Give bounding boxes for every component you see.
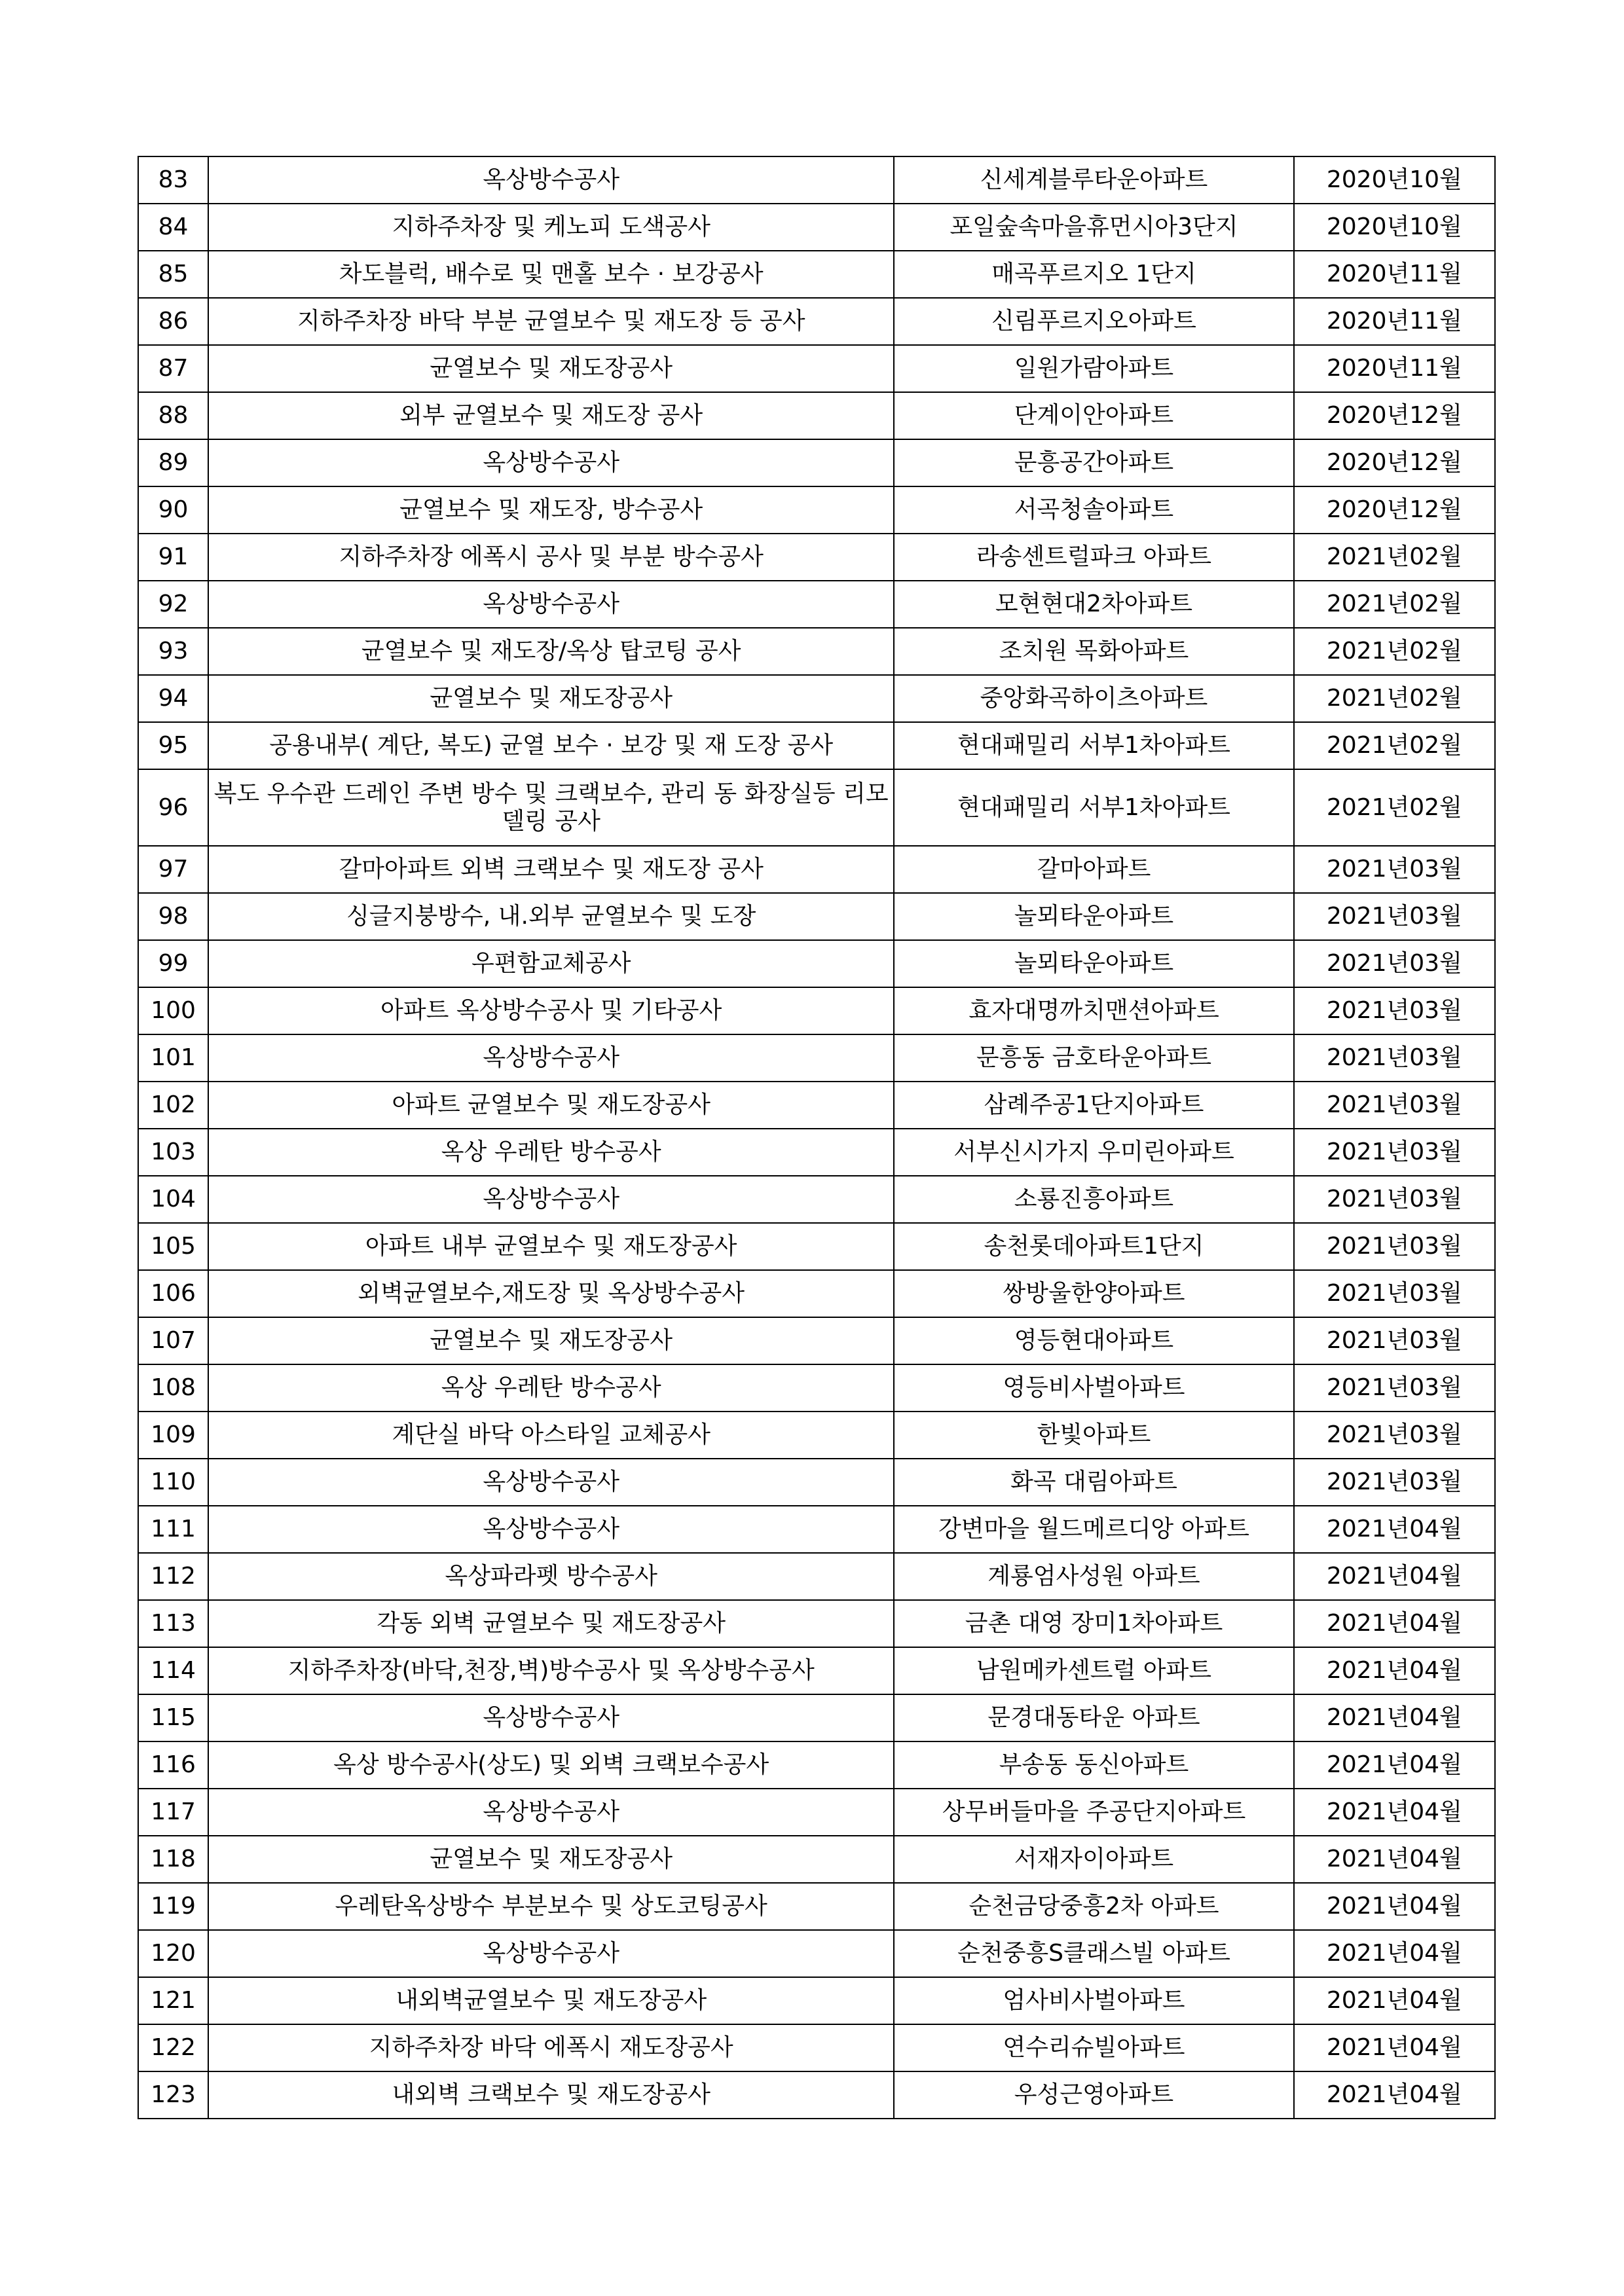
work-description-cell: 복도 우수관 드레인 주변 방수 및 크랙보수, 관리 동 화장실등 리모델링 공사 — [208, 769, 894, 846]
site-name-cell: 금촌 대영 장미1차아파트 — [894, 1600, 1293, 1647]
date-cell: 2021년04월 — [1294, 1506, 1495, 1553]
table-row — [138, 1317, 1495, 1364]
work-description-cell: 옥상방수공사 — [208, 1034, 894, 1082]
row-number-cell: 118 — [138, 1836, 208, 1883]
site-name-cell: 현대패밀리 서부1차아파트 — [894, 769, 1293, 846]
row-number-cell: 97 — [138, 846, 208, 893]
row-number-cell: 95 — [138, 722, 208, 769]
table-row — [138, 1223, 1495, 1270]
work-description-cell: 옥상방수공사 — [208, 1789, 894, 1836]
table-row — [138, 1600, 1495, 1647]
date-cell: 2020년12월 — [1294, 392, 1495, 439]
site-name-cell: 남원메카센트럴 아파트 — [894, 1647, 1293, 1694]
row-number-cell: 121 — [138, 1977, 208, 2024]
table-row — [138, 769, 1495, 846]
row-number-cell: 83 — [138, 156, 208, 204]
site-name-cell: 서부신시가지 우미린아파트 — [894, 1129, 1293, 1176]
date-cell: 2021년02월 — [1294, 628, 1495, 675]
row-number-cell: 91 — [138, 534, 208, 581]
work-description-cell: 옥상 우레탄 방수공사 — [208, 1364, 894, 1412]
row-number-cell: 103 — [138, 1129, 208, 1176]
site-name-cell: 엄사비사벌아파트 — [894, 1977, 1293, 2024]
work-description-cell: 아파트 내부 균열보수 및 재도장공사 — [208, 1223, 894, 1270]
row-number-cell: 100 — [138, 987, 208, 1034]
table-row — [138, 628, 1495, 675]
row-number-cell: 90 — [138, 486, 208, 534]
site-name-cell: 놀뫼타운아파트 — [894, 940, 1293, 987]
site-name-cell: 문흥동 금호타운아파트 — [894, 1034, 1293, 1082]
date-cell: 2021년03월 — [1294, 1364, 1495, 1412]
site-name-cell: 상무버들마을 주공단지아파트 — [894, 1789, 1293, 1836]
table-row — [138, 722, 1495, 769]
work-description-cell: 옥상방수공사 — [208, 439, 894, 486]
site-name-cell: 신세계블루타운아파트 — [894, 156, 1293, 204]
table-row — [138, 1741, 1495, 1789]
table-row — [138, 298, 1495, 345]
work-description-cell: 지하주차장 바닥 에폭시 재도장공사 — [208, 2024, 894, 2071]
row-number-cell: 111 — [138, 1506, 208, 1553]
row-number-cell: 123 — [138, 2071, 208, 2119]
work-description-cell: 균열보수 및 재도장공사 — [208, 1836, 894, 1883]
table-row — [138, 1082, 1495, 1129]
site-name-cell: 영등현대아파트 — [894, 1317, 1293, 1364]
table-row — [138, 156, 1495, 204]
site-name-cell: 강변마을 월드메르디앙 아파트 — [894, 1506, 1293, 1553]
table-row — [138, 439, 1495, 486]
site-name-cell: 매곡푸르지오 1단지 — [894, 251, 1293, 298]
row-number-cell: 94 — [138, 675, 208, 722]
date-cell: 2021년03월 — [1294, 1412, 1495, 1459]
site-name-cell: 조치원 목화아파트 — [894, 628, 1293, 675]
site-name-cell: 모현현대2차아파트 — [894, 581, 1293, 628]
date-cell: 2021년04월 — [1294, 2024, 1495, 2071]
date-cell: 2021년02월 — [1294, 534, 1495, 581]
table-row — [138, 581, 1495, 628]
site-name-cell: 부송동 동신아파트 — [894, 1741, 1293, 1789]
row-number-cell: 89 — [138, 439, 208, 486]
table-row — [138, 1977, 1495, 2024]
date-cell: 2020년11월 — [1294, 251, 1495, 298]
site-name-cell: 신림푸르지오아파트 — [894, 298, 1293, 345]
work-description-cell: 내외벽균열보수 및 재도장공사 — [208, 1977, 894, 2024]
work-description-cell: 옥상방수공사 — [208, 1506, 894, 1553]
row-number-cell: 113 — [138, 1600, 208, 1647]
date-cell: 2021년04월 — [1294, 1883, 1495, 1930]
date-cell: 2021년04월 — [1294, 1741, 1495, 1789]
row-number-cell: 98 — [138, 893, 208, 940]
table-row — [138, 1506, 1495, 1553]
work-description-cell: 옥상방수공사 — [208, 1459, 894, 1506]
table-row — [138, 1836, 1495, 1883]
work-description-cell: 갈마아파트 외벽 크랙보수 및 재도장 공사 — [208, 846, 894, 893]
date-cell: 2021년03월 — [1294, 1176, 1495, 1223]
site-name-cell: 순천중흥S클래스빌 아파트 — [894, 1930, 1293, 1977]
date-cell: 2021년03월 — [1294, 1129, 1495, 1176]
date-cell: 2021년02월 — [1294, 675, 1495, 722]
work-description-cell: 공용내부( 계단, 복도) 균열 보수 · 보강 및 재 도장 공사 — [208, 722, 894, 769]
work-description-cell: 옥상방수공사 — [208, 156, 894, 204]
site-name-cell: 단계이안아파트 — [894, 392, 1293, 439]
row-number-cell: 96 — [138, 769, 208, 846]
date-cell: 2021년03월 — [1294, 1223, 1495, 1270]
date-cell: 2021년04월 — [1294, 1694, 1495, 1741]
date-cell: 2021년02월 — [1294, 581, 1495, 628]
date-cell: 2020년10월 — [1294, 204, 1495, 251]
table-row — [138, 1789, 1495, 1836]
work-description-cell: 옥상방수공사 — [208, 1930, 894, 1977]
work-description-cell: 균열보수 및 재도장, 방수공사 — [208, 486, 894, 534]
site-name-cell: 소룡진흥아파트 — [894, 1176, 1293, 1223]
table-row — [138, 893, 1495, 940]
table-row — [138, 1270, 1495, 1317]
date-cell: 2021년04월 — [1294, 1553, 1495, 1600]
site-name-cell: 문경대동타운 아파트 — [894, 1694, 1293, 1741]
work-description-cell: 내외벽 크랙보수 및 재도장공사 — [208, 2071, 894, 2119]
work-description-cell: 지하주차장 에폭시 공사 및 부분 방수공사 — [208, 534, 894, 581]
table-row — [138, 1176, 1495, 1223]
site-name-cell: 연수리슈빌아파트 — [894, 2024, 1293, 2071]
date-cell: 2021년03월 — [1294, 1459, 1495, 1506]
table-row — [138, 940, 1495, 987]
date-cell: 2021년02월 — [1294, 722, 1495, 769]
date-cell: 2020년11월 — [1294, 298, 1495, 345]
work-description-cell: 우편함교체공사 — [208, 940, 894, 987]
work-description-cell: 외벽균열보수,재도장 및 옥상방수공사 — [208, 1270, 894, 1317]
work-description-cell: 지하주차장(바닥,천장,벽)방수공사 및 옥상방수공사 — [208, 1647, 894, 1694]
table-row — [138, 1647, 1495, 1694]
date-cell: 2021년03월 — [1294, 1317, 1495, 1364]
work-description-cell: 옥상방수공사 — [208, 1176, 894, 1223]
date-cell: 2021년04월 — [1294, 1930, 1495, 1977]
work-description-cell: 지하주차장 바닥 부분 균열보수 및 재도장 등 공사 — [208, 298, 894, 345]
work-description-cell: 각동 외벽 균열보수 및 재도장공사 — [208, 1600, 894, 1647]
work-description-cell: 옥상파라펫 방수공사 — [208, 1553, 894, 1600]
table-row — [138, 392, 1495, 439]
site-name-cell: 서곡청솔아파트 — [894, 486, 1293, 534]
table-row — [138, 1364, 1495, 1412]
date-cell: 2021년03월 — [1294, 940, 1495, 987]
row-number-cell: 105 — [138, 1223, 208, 1270]
site-name-cell: 우성근영아파트 — [894, 2071, 1293, 2119]
site-name-cell: 중앙화곡하이츠아파트 — [894, 675, 1293, 722]
date-cell: 2021년04월 — [1294, 1836, 1495, 1883]
table-row — [138, 1034, 1495, 1082]
site-name-cell: 한빛아파트 — [894, 1412, 1293, 1459]
work-description-cell: 균열보수 및 재도장공사 — [208, 1317, 894, 1364]
work-description-cell: 균열보수 및 재도장/옥상 탑코팅 공사 — [208, 628, 894, 675]
row-number-cell: 87 — [138, 345, 208, 392]
table-row — [138, 251, 1495, 298]
date-cell: 2020년12월 — [1294, 486, 1495, 534]
site-name-cell: 포일숲속마을휴먼시아3단지 — [894, 204, 1293, 251]
date-cell: 2021년03월 — [1294, 846, 1495, 893]
row-number-cell: 117 — [138, 1789, 208, 1836]
work-description-cell: 우레탄옥상방수 부분보수 및 상도코팅공사 — [208, 1883, 894, 1930]
site-name-cell: 문흥공간아파트 — [894, 439, 1293, 486]
row-number-cell: 86 — [138, 298, 208, 345]
row-number-cell: 112 — [138, 1553, 208, 1600]
site-name-cell: 놀뫼타운아파트 — [894, 893, 1293, 940]
work-description-cell: 아파트 옥상방수공사 및 기타공사 — [208, 987, 894, 1034]
date-cell: 2020년11월 — [1294, 345, 1495, 392]
row-number-cell: 115 — [138, 1694, 208, 1741]
row-number-cell: 107 — [138, 1317, 208, 1364]
site-name-cell: 삼례주공1단지아파트 — [894, 1082, 1293, 1129]
row-number-cell: 101 — [138, 1034, 208, 1082]
table-row — [138, 675, 1495, 722]
date-cell: 2021년03월 — [1294, 893, 1495, 940]
site-name-cell: 서재자이아파트 — [894, 1836, 1293, 1883]
table-row — [138, 1883, 1495, 1930]
site-name-cell: 송천롯데아파트1단지 — [894, 1223, 1293, 1270]
row-number-cell: 119 — [138, 1883, 208, 1930]
table-row — [138, 486, 1495, 534]
table-row — [138, 846, 1495, 893]
row-number-cell: 92 — [138, 581, 208, 628]
row-number-cell: 93 — [138, 628, 208, 675]
site-name-cell: 현대패밀리 서부1차아파트 — [894, 722, 1293, 769]
row-number-cell: 110 — [138, 1459, 208, 1506]
date-cell: 2021년04월 — [1294, 1600, 1495, 1647]
table-row — [138, 534, 1495, 581]
row-number-cell: 99 — [138, 940, 208, 987]
work-description-cell: 차도블럭, 배수로 및 맨홀 보수 · 보강공사 — [208, 251, 894, 298]
site-name-cell: 화곡 대림아파트 — [894, 1459, 1293, 1506]
date-cell: 2021년04월 — [1294, 1789, 1495, 1836]
row-number-cell: 102 — [138, 1082, 208, 1129]
row-number-cell: 85 — [138, 251, 208, 298]
date-cell: 2021년04월 — [1294, 1977, 1495, 2024]
row-number-cell: 122 — [138, 2024, 208, 2071]
work-description-cell: 균열보수 및 재도장공사 — [208, 345, 894, 392]
date-cell: 2021년03월 — [1294, 1082, 1495, 1129]
site-name-cell: 계룡엄사성원 아파트 — [894, 1553, 1293, 1600]
date-cell: 2021년03월 — [1294, 987, 1495, 1034]
work-description-cell: 옥상방수공사 — [208, 581, 894, 628]
table-row — [138, 987, 1495, 1034]
date-cell: 2021년04월 — [1294, 1647, 1495, 1694]
table-row — [138, 2024, 1495, 2071]
date-cell: 2021년03월 — [1294, 1270, 1495, 1317]
site-name-cell: 일원가람아파트 — [894, 345, 1293, 392]
table-row — [138, 1930, 1495, 1977]
work-description-cell: 계단실 바닥 아스타일 교체공사 — [208, 1412, 894, 1459]
row-number-cell: 109 — [138, 1412, 208, 1459]
work-description-cell: 옥상방수공사 — [208, 1694, 894, 1741]
table-row — [138, 204, 1495, 251]
table-row — [138, 1459, 1495, 1506]
work-description-cell: 싱글지붕방수, 내.외부 균열보수 및 도장 — [208, 893, 894, 940]
table-body — [138, 156, 1495, 2119]
site-name-cell: 라송센트럴파크 아파트 — [894, 534, 1293, 581]
row-number-cell: 104 — [138, 1176, 208, 1223]
work-description-cell: 지하주차장 및 케노피 도색공사 — [208, 204, 894, 251]
date-cell: 2021년02월 — [1294, 769, 1495, 846]
row-number-cell: 108 — [138, 1364, 208, 1412]
site-name-cell: 영등비사벌아파트 — [894, 1364, 1293, 1412]
date-cell: 2021년03월 — [1294, 1034, 1495, 1082]
date-cell: 2021년04월 — [1294, 2071, 1495, 2119]
work-description-cell: 균열보수 및 재도장공사 — [208, 675, 894, 722]
construction-records-table — [138, 156, 1496, 2119]
work-description-cell: 옥상 방수공사(상도) 및 외벽 크랙보수공사 — [208, 1741, 894, 1789]
work-description-cell: 아파트 균열보수 및 재도장공사 — [208, 1082, 894, 1129]
table-row — [138, 1553, 1495, 1600]
table-row — [138, 1694, 1495, 1741]
work-description-cell: 외부 균열보수 및 재도장 공사 — [208, 392, 894, 439]
work-description-cell: 옥상 우레탄 방수공사 — [208, 1129, 894, 1176]
row-number-cell: 120 — [138, 1930, 208, 1977]
table-row — [138, 345, 1495, 392]
row-number-cell: 88 — [138, 392, 208, 439]
row-number-cell: 116 — [138, 1741, 208, 1789]
site-name-cell: 순천금당중흥2차 아파트 — [894, 1883, 1293, 1930]
date-cell: 2020년12월 — [1294, 439, 1495, 486]
row-number-cell: 114 — [138, 1647, 208, 1694]
row-number-cell: 106 — [138, 1270, 208, 1317]
table-row — [138, 1412, 1495, 1459]
site-name-cell: 쌍방울한양아파트 — [894, 1270, 1293, 1317]
table-row — [138, 1129, 1495, 1176]
date-cell: 2020년10월 — [1294, 156, 1495, 204]
site-name-cell: 효자대명까치맨션아파트 — [894, 987, 1293, 1034]
table-row — [138, 2071, 1495, 2119]
site-name-cell: 갈마아파트 — [894, 846, 1293, 893]
row-number-cell: 84 — [138, 204, 208, 251]
